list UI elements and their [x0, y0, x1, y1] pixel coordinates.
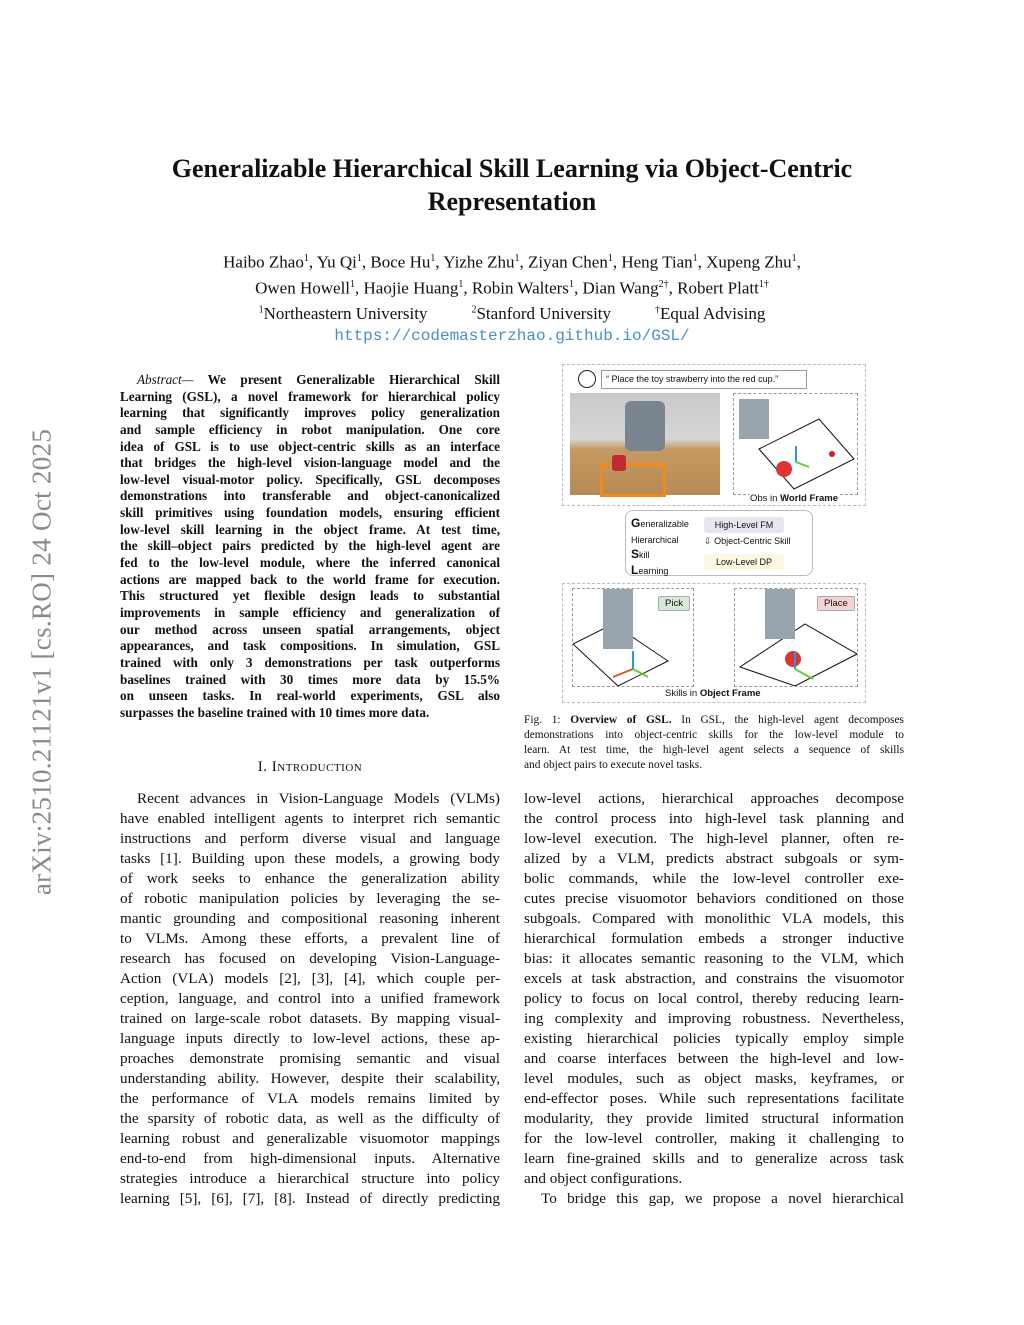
line-text: In GSL, the high-level agent decomposes — [671, 714, 904, 726]
author-name: Ziyan Chen — [528, 252, 608, 272]
high-level-fm-box: High-Level FM — [704, 517, 784, 533]
gsl-rest: Hierarchical — [631, 534, 679, 545]
author-name: Xupeng Zhu — [706, 252, 792, 272]
gsl-rest: earning — [638, 565, 669, 576]
text-line: on unseen tasks. In real-world experiments, GSL also — [120, 688, 500, 704]
author-name: Owen Howell — [255, 278, 351, 298]
abstract — [120, 372, 500, 721]
text-line: the skill–object pairs predicted by the high-level agent are — [120, 538, 500, 554]
affiliation-name: Northeastern University — [263, 303, 428, 323]
text-line: Recent advances in Vision-Language Models (VLMs) — [137, 790, 500, 807]
text-line: improvements in sample efficiency and generalization of — [120, 604, 500, 620]
gsl-initial: S — [631, 547, 640, 561]
gsl-word — [631, 516, 689, 532]
text-line: To bridge this gap, we propose a novel hierarchical — [541, 1190, 904, 1207]
affiliation-mark: † — [655, 304, 661, 316]
instruction-box: “ Place the toy strawberry into the red cup.” — [601, 370, 807, 389]
author-name: Robert Platt — [677, 278, 759, 298]
figure-caption — [524, 713, 904, 773]
author-affiliation-mark: 1 — [514, 253, 520, 264]
author-name: Haibo Zhao — [223, 252, 304, 272]
paper-title-line2: Representation — [427, 187, 597, 216]
affiliation — [259, 304, 428, 323]
text-line: Action (VLA) models [2], [3], [4], which couple per- — [120, 970, 500, 987]
text-line: This structured yet flexible design leads to substantial — [120, 588, 500, 604]
author-affiliation-mark: 1 — [607, 253, 613, 264]
text-line: learning [5], [6], [7], [8]. Instead of directly predicting — [120, 1190, 500, 1207]
gsl-initial: G — [631, 516, 641, 530]
gsl-rest: eneralizable — [640, 519, 689, 529]
paper-title-line1: Generalizable Hierarchical Skill Learning via Object-Centric — [171, 154, 853, 183]
text-line: policy to focus on local control, thereby reducing learn- — [524, 990, 904, 1007]
low-level-dp-box: Low-Level DP — [704, 554, 784, 570]
text-line: existing hierarchical policies typically employ simple — [524, 1030, 904, 1047]
right-body-text — [524, 789, 904, 1209]
author-affiliation-mark: 1 — [458, 278, 464, 290]
text-line: learning that significantly improves policy generalization — [120, 405, 500, 421]
text-line: the sparsity of robotic data, as well as the difficulty of — [120, 1110, 500, 1127]
text-line: have enabled intelligent agents to interpret rich semantic — [120, 810, 500, 827]
place-label: Place — [817, 596, 855, 611]
author-name: Boce Hu — [370, 252, 431, 272]
author-affiliation-mark: 1 — [430, 253, 436, 264]
affiliation-mark: 1 — [258, 304, 264, 316]
author-name: Robin Walters — [471, 278, 569, 298]
text-line: instructions and perform diverse visual and language — [120, 830, 500, 847]
pick-skill-render — [572, 588, 694, 687]
world-frame-render — [733, 393, 858, 495]
text-line: the control process into high-level task planning and — [524, 810, 904, 827]
text-line: end-effector poses. While such representations facilitate — [524, 1090, 904, 1107]
author-name: Dian Wang — [582, 278, 659, 298]
author-name: Heng Tian — [621, 252, 693, 272]
project-url[interactable]: https://codemasterzhao.github.io/GSL/ — [334, 326, 690, 345]
down-arrow-icon: ⇩ — [704, 536, 712, 546]
text-line: strategies introduce a hierarchical structure into policy — [120, 1170, 500, 1187]
author-affiliation-mark: 2† — [658, 278, 669, 290]
text-line: trained with only 3 demonstrations per task outperforms — [120, 654, 500, 670]
text-line: that bridges the high-level vision-language model and the — [120, 455, 500, 471]
text-line: for the low-level controller, making it challenging to — [524, 1130, 904, 1147]
text-line: understanding ability. However, despite their scalability, — [120, 1070, 500, 1087]
gsl-word — [631, 547, 689, 563]
text-line: modularity, they provide limited structural information — [524, 1110, 904, 1127]
affiliation — [655, 304, 765, 323]
text-line: idea of GSL is to use object-centric skills as an interface — [120, 438, 500, 454]
text-line: and coarse interfaces between the high-level and low- — [524, 1050, 904, 1067]
text-line: low-level skill learning in the object frame. At test time, — [120, 521, 500, 537]
author-affiliation-mark: 1 — [356, 253, 362, 264]
author-affiliation-mark: 1 — [791, 253, 797, 264]
author-affiliation-mark: 1 — [303, 253, 309, 264]
text-line: actions are mapped back to the world frame for execution. — [120, 571, 500, 587]
text-line: demonstrations into transferable and object-canonicalized — [120, 488, 500, 504]
obs-world-frame-label: Obs in World Frame — [750, 493, 838, 504]
text-line: skill primitives using foundation models, ensuring efficient — [120, 505, 500, 521]
affiliations — [100, 299, 924, 325]
author-affiliation-mark: 1 — [568, 278, 574, 290]
author-affiliation-mark: 1 — [350, 278, 356, 290]
author-name: Haojie Huang — [363, 278, 459, 298]
text-line: excels at task abstraction, and constrains the visuomotor — [524, 970, 904, 987]
text-line: low-level visual-motor policy. Specifically, GSL decomposes — [120, 471, 500, 487]
text-line: cutes precise visuomotor behaviors conditioned on those — [524, 890, 904, 907]
figure-1 — [560, 362, 870, 707]
skills-object-frame-label: Skills in Object Frame — [665, 688, 761, 699]
text-line: alized by a VLM, predicts abstract subgoals or sym- — [524, 850, 904, 867]
text-line: Learning (GSL), a novel framework for hierarchical policy — [120, 388, 500, 404]
text-line: and object configurations. — [524, 1170, 683, 1187]
gsl-word — [631, 532, 689, 548]
text-line: of robotic manipulation policies by leveraging the se- — [120, 890, 500, 907]
text-line: low-level execution. The high-level planner, often re- — [524, 830, 904, 847]
object-centric-skill-label: ⇩ Object-Centric Skill — [704, 536, 791, 546]
abstract-label: Abstract— — [137, 372, 194, 387]
text-line: language inputs directly to low-level actions, these ap- — [120, 1030, 500, 1047]
text-line — [120, 372, 500, 389]
line-text: We present Generalizable Hierarchical Skill — [193, 372, 500, 387]
text-line: tasks [1]. Building upon these models, a growing body — [120, 850, 500, 867]
text-line: and sample efficiency in robot manipulation. One core — [120, 421, 500, 437]
authors-line1: Haibo Zhao$^1$, Yu Qi$^1$, Boce Hu$^1$, Yizhe Zhu$^1$, Ziyan Chen$^1$, Heng Tian$^1$, Xupeng Zhu$^1$, — [223, 252, 801, 272]
affiliation-name: Stanford University — [476, 303, 612, 323]
arxiv-identifier: arXiv:2510.21121v1 [cs.RO] 24 Oct 2025 — [26, 428, 57, 896]
text-line: baselines trained with 30 times more data by 15.5% — [120, 671, 500, 687]
gsl-initial: L — [631, 562, 639, 577]
gsl-word — [631, 563, 689, 579]
text-line: bolic commands, while the low-level controller exe- — [524, 870, 904, 887]
text-line: to VLMs. Among these efforts, a prevalent line of — [120, 930, 500, 947]
author-block — [100, 248, 924, 347]
affiliation — [471, 304, 611, 323]
text-line: our method across unseen spatial arrangements, object — [120, 621, 500, 637]
text-line: and object pairs to execute novel tasks. — [524, 759, 703, 771]
affiliation-mark: 2 — [471, 304, 477, 316]
text-line: the performance of VLA models remains limited by — [120, 1090, 500, 1107]
gsl-rest: kill — [639, 550, 650, 560]
text-line: of work seeks to enhance the generalization ability — [120, 870, 500, 887]
text-line: bias: it allocates semantic reasoning to the VLM, which — [524, 950, 904, 967]
author-name: Yizhe Zhu — [443, 252, 515, 272]
text-line: level modules, such as object masks, keyframes, or — [524, 1070, 904, 1087]
text-line — [524, 713, 904, 728]
author-affiliation-mark: 1† — [758, 278, 769, 290]
text-line: end-to-end from high-dimensional inputs. Alternative — [120, 1150, 500, 1167]
caption-label: Fig. 1: — [524, 714, 561, 726]
text-line: ing complexity and improving robustness. Nevertheless, — [524, 1010, 904, 1027]
text-line: hierarchical formulation embeds a stronger inductive — [524, 930, 904, 947]
gsl-overview-box — [625, 510, 813, 576]
text-line: low-level actions, hierarchical approaches decompose — [524, 790, 904, 807]
text-line: ception, language, and control into a unified framework — [120, 990, 500, 1007]
pick-label: Pick — [658, 596, 690, 611]
robot-photo — [570, 393, 720, 495]
affiliation-name: Equal Advising — [660, 303, 766, 323]
text-line: fed to the low-level module, where the inferred canonical — [120, 555, 500, 571]
gsl-acronym — [631, 516, 689, 578]
text-line: research has focused on developing Vision-Language- — [120, 950, 500, 967]
text-line: surpasses the baseline trained with 10 times more data. — [120, 704, 430, 720]
text-line: learn fine-grained skills and to generalize across task — [524, 1150, 904, 1167]
left-body-text — [120, 789, 500, 1209]
author-affiliation-mark: 1 — [692, 253, 698, 264]
world-frame-diagram — [734, 394, 857, 494]
authors-line2: Owen Howell$^1$, Haojie Huang$^1$, Robin Walters$^1$, Dian Wang$^{2\dagger}$, Robert Platt$^{1\dagger}$ — [255, 278, 769, 298]
text-line: proaches demonstrate promising semantic and visual — [120, 1050, 500, 1067]
user-icon — [578, 370, 596, 388]
text-line: appearances, and task compositions. In simulation, GSL — [120, 638, 500, 654]
text-line: subgoals. Compared with monolithic VLA models, this — [524, 910, 904, 927]
place-skill-render — [734, 588, 858, 687]
section-heading: I. Introduction — [257, 759, 363, 775]
text-line: learning robust and generalizable visuomotor mappings — [120, 1130, 500, 1147]
text-line: trained on large-scale robot datasets. By mapping visual- — [120, 1010, 500, 1027]
text-line: mantic grounding and compositional reasoning inherent — [120, 910, 500, 927]
text-line: learn. At test time, the high-level agent selects a sequence of skills — [524, 744, 904, 756]
author-name: Yu Qi — [316, 252, 357, 272]
text-line: demonstrations into object-centric skills for the low-level module to — [524, 729, 904, 741]
caption-title: Overview of GSL. — [570, 714, 672, 726]
